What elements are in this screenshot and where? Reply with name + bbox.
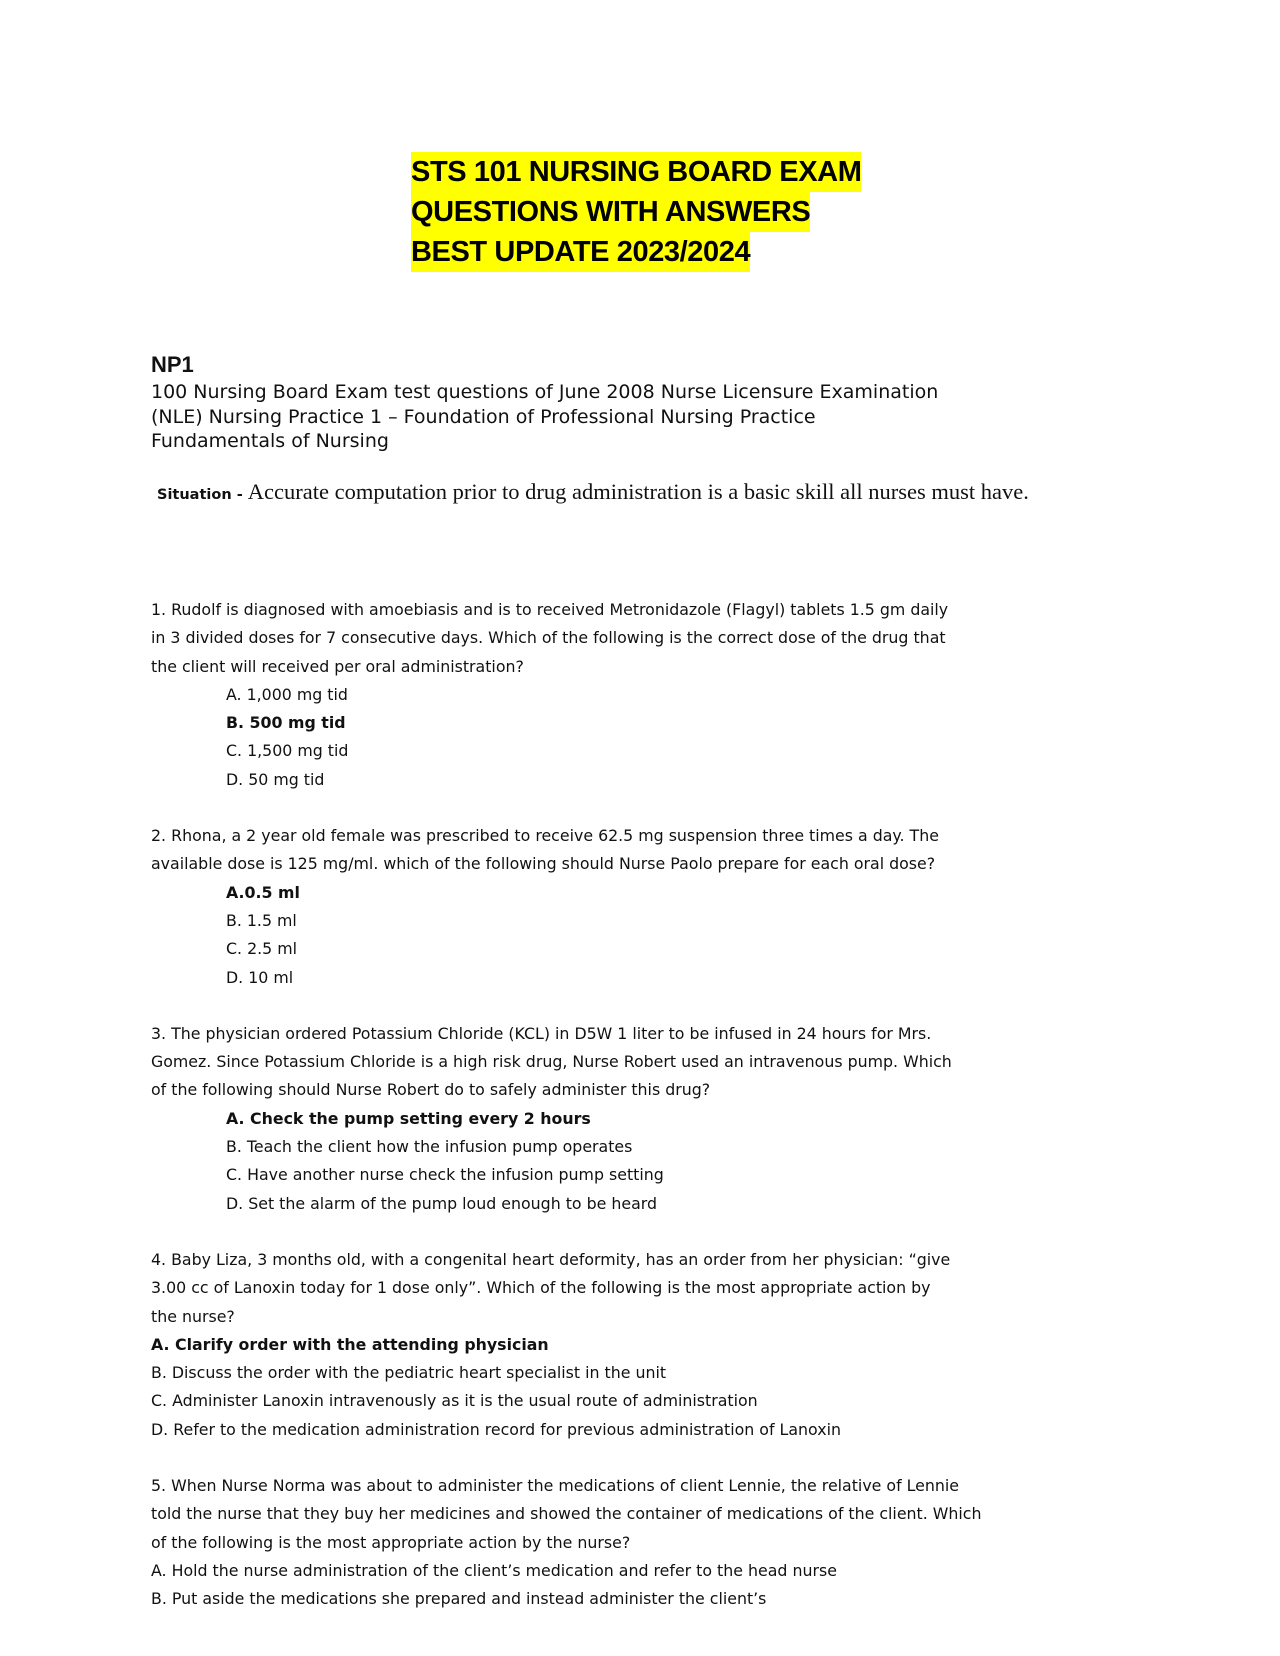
title-line-1: STS 101 NURSING BOARD EXAM	[411, 152, 861, 192]
situation-label: Situation	[157, 487, 232, 503]
answer-options	[151, 879, 1131, 992]
answer-option: D. 50 mg tid	[226, 769, 325, 789]
question-2	[151, 822, 1131, 992]
answer-option-correct: B. 500 mg tid	[226, 713, 346, 733]
question-stem	[151, 596, 1131, 681]
situation-text: Accurate computation prior to drug administration is a basic skill all nurses must have.	[247, 479, 1029, 504]
stem-line: Gomez. Since Potassium Chloride is a high risk drug, Nurse Robert used an intravenous pump. Which	[151, 1052, 952, 1072]
answer-options	[151, 681, 1131, 794]
intro-line: (NLE) Nursing Practice 1 – Foundation of Professional Nursing Practice	[151, 405, 816, 428]
stem-line: in 3 divided doses for 7 consecutive days. Which of the following is the correct dose of the drug that	[151, 628, 946, 648]
answer-options	[151, 1557, 1131, 1614]
question-list	[151, 596, 1131, 1642]
intro-line: Fundamentals of Nursing	[151, 430, 389, 452]
answer-option: C. Have another nurse check the infusion pump setting	[226, 1165, 664, 1185]
stem-line: of the following is the most appropriate action by the nurse?	[151, 1532, 631, 1552]
answer-option: A. 1,000 mg tid	[226, 684, 348, 704]
answer-option: D. Refer to the medication administration record for previous administration of Lanoxin	[151, 1419, 841, 1439]
question-stem	[151, 822, 1131, 879]
document-title	[411, 152, 861, 272]
answer-options	[151, 1331, 1131, 1444]
intro-line: 100 Nursing Board Exam test questions of June 2008 Nurse Licensure Examination	[151, 381, 939, 403]
question-4	[151, 1246, 1131, 1444]
answer-option: B. Discuss the order with the pediatric heart specialist in the unit	[151, 1363, 667, 1383]
answer-option-correct: A.0.5 ml	[226, 882, 300, 902]
stem-line: 3. The physician ordered Potassium Chloride (KCL) in D5W 1 liter to be infused in 24 hours for Mrs.	[151, 1023, 932, 1043]
question-stem	[151, 1246, 1131, 1331]
answer-option: D. Set the alarm of the pump loud enough to be heard	[226, 1193, 658, 1213]
stem-line: 4. Baby Liza, 3 months old, with a congenital heart deformity, has an order from her physician: “give	[151, 1249, 951, 1269]
stem-line: the nurse?	[151, 1306, 235, 1326]
stem-line: of the following should Nurse Robert do to safely administer this drug?	[151, 1080, 711, 1100]
question-1	[151, 596, 1131, 794]
answer-option: D. 10 ml	[226, 967, 294, 987]
situation-separator: -	[231, 487, 248, 503]
answer-option: B. 1.5 ml	[226, 910, 297, 930]
stem-line: available dose is 125 mg/ml. which of the following should Nurse Paolo prepare for each oral dose?	[151, 854, 936, 874]
section-intro	[151, 380, 938, 454]
title-line-2: QUESTIONS WITH ANSWERS	[411, 192, 810, 232]
answer-option: C. 1,500 mg tid	[226, 741, 349, 761]
answer-option: B. Put aside the medications she prepared and instead administer the client’s	[151, 1589, 767, 1609]
answer-option: C. 2.5 ml	[226, 939, 297, 959]
answer-option: B. Teach the client how the infusion pump operates	[226, 1137, 633, 1157]
situation-paragraph	[151, 477, 1111, 510]
stem-line: 3.00 cc of Lanoxin today for 1 dose only”. Which of the following is the most appropriate action by	[151, 1278, 931, 1298]
answer-options	[151, 1105, 1131, 1218]
question-5	[151, 1472, 1131, 1613]
question-stem	[151, 1020, 1131, 1105]
question-stem	[151, 1472, 1131, 1557]
answer-option-correct: A. Clarify order with the attending physician	[151, 1334, 549, 1354]
stem-line: 5. When Nurse Norma was about to administer the medications of client Lennie, the relative of Lennie	[151, 1476, 960, 1496]
answer-option-correct: A. Check the pump setting every 2 hours	[226, 1108, 591, 1128]
stem-line: told the nurse that they buy her medicines and showed the container of medications of the client. Which	[151, 1504, 982, 1524]
question-3	[151, 1020, 1131, 1218]
title-line-3: BEST UPDATE 2023/2024	[411, 232, 750, 272]
answer-option: A. Hold the nurse administration of the client’s medication and refer to the head nurse	[151, 1560, 837, 1580]
answer-option: C. Administer Lanoxin intravenously as it is the usual route of administration	[151, 1391, 758, 1411]
stem-line: 2. Rhona, a 2 year old female was prescribed to receive 62.5 mg suspension three times a day. The	[151, 826, 939, 846]
section-heading: NP1	[151, 352, 194, 377]
stem-line: 1. Rudolf is diagnosed with amoebiasis and is to received Metronidazole (Flagyl) tablets 1.5 gm daily	[151, 600, 949, 619]
stem-line: the client will received per oral administration?	[151, 656, 524, 676]
